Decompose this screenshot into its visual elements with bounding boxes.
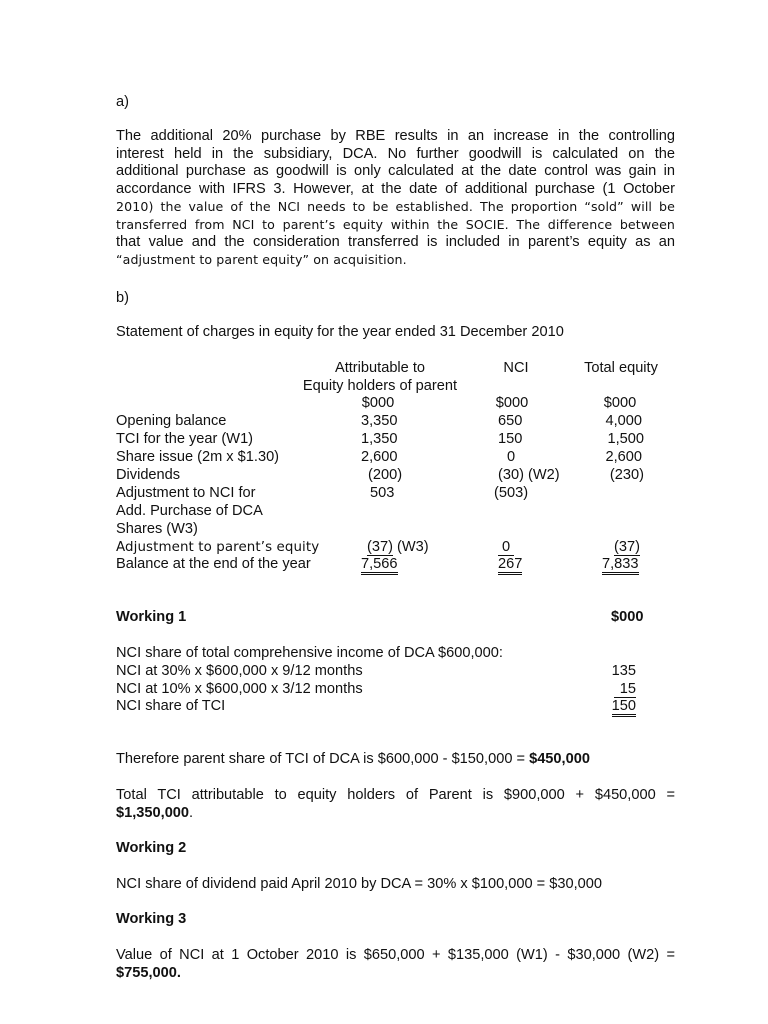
total-balance <box>602 556 639 573</box>
parent-share-sentence <box>116 751 590 768</box>
parent-value: 2,600 <box>361 449 398 465</box>
row-label: Adjustment to parent’s equity <box>116 540 320 555</box>
nci-balance <box>498 556 522 573</box>
col-header-parent-line1: Attributable to <box>334 360 426 376</box>
nci-value: 650 <box>498 413 523 429</box>
total-balance-value: 7,833 <box>602 556 639 575</box>
total-value: (230) <box>609 467 644 483</box>
parent-balance-value: 7,566 <box>361 556 398 575</box>
nci-value: (503) <box>494 485 529 501</box>
part-a-paragraph <box>116 128 675 269</box>
total-tci-suffix: . <box>189 804 194 821</box>
working2-text: NCI share of dividend paid April 2010 by DCA = 30% x $100,000 = $30,000 <box>116 876 602 892</box>
parent-value-adjustment <box>367 539 429 556</box>
row-label: Add. Purchase of DCA <box>116 503 263 519</box>
para-line: “adjustment to parent equity” on acquisition. <box>116 252 407 268</box>
para-line: additional purchase as goodwill is only calculated at the date control was gain in <box>116 163 675 180</box>
para-line: 2010) the value of the NCI needs to be established. The proportion “sold” will be <box>116 199 675 215</box>
working3-paragraph <box>116 947 675 982</box>
working1-line-value-wrap <box>590 681 636 698</box>
parent-share-text: Therefore parent share of TCI of DCA is $600,000 - $150,000 = <box>116 751 530 767</box>
nci-value: 0 <box>507 449 516 465</box>
parent-value: (200) <box>368 467 403 483</box>
nci-value: 150 <box>498 431 523 447</box>
row-label: Opening balance <box>116 413 227 429</box>
part-a-label: a) <box>116 94 129 110</box>
total-tci-value-line <box>116 805 675 823</box>
parent-balance <box>361 556 398 573</box>
total-value: 1,500 <box>607 431 644 447</box>
working2-heading: Working 2 <box>116 840 187 856</box>
parent-value: 503 <box>370 485 395 501</box>
working1-line-value: 15 <box>614 681 636 698</box>
row-label: Dividends <box>116 467 181 483</box>
parent-adj-note: (W3) <box>397 539 429 555</box>
working1-total-value: 150 <box>612 698 636 717</box>
working3-heading: Working 3 <box>116 911 187 927</box>
row-label: Adjustment to NCI for <box>116 485 256 501</box>
statement-title: Statement of charges in equity for the year ended 31 December 2010 <box>116 324 564 340</box>
col-header-nci: NCI <box>503 360 529 376</box>
nci-adj <box>498 539 514 556</box>
row-label: Share issue (2m x $1.30) <box>116 449 280 465</box>
working1-line-label: NCI at 30% x $600,000 x 9/12 months <box>116 663 363 679</box>
nci-balance-value: 267 <box>498 556 522 575</box>
col-header-parent-line2: Equity holders of parent <box>302 378 458 394</box>
parent-share-value: $450,000 <box>529 751 590 767</box>
total-adj-value: (37) <box>614 539 640 555</box>
working1-intro: NCI share of total comprehensive income of DCA $600,000: <box>116 645 503 661</box>
total-adj <box>614 539 640 556</box>
unit-total: $000 <box>603 395 637 411</box>
para-line: interest held in the subsidiary, DCA. No further goodwill is calculated on the <box>116 145 675 162</box>
col-header-total: Total equity <box>584 360 658 376</box>
total-tci-paragraph <box>116 787 675 822</box>
working3-value: $755,000. <box>116 964 181 981</box>
total-tci-line: Total TCI attributable to equity holders of Parent is $900,000 + $450,000 = <box>116 787 675 803</box>
working1-line-label: NCI share of TCI <box>116 698 226 714</box>
unit-parent: $000 <box>361 395 395 411</box>
working1-line-value: 135 <box>611 663 636 679</box>
para-line: accordance with IFRS 3. However, at the date of additional purchase (1 October <box>116 180 675 197</box>
nci-value: (30) (W2) <box>498 467 560 483</box>
total-value: 2,600 <box>605 449 642 465</box>
row-label: Balance at the end of the year <box>116 556 311 572</box>
total-tci-value: $1,350,000 <box>116 804 190 821</box>
working1-unit: $000 <box>611 609 644 625</box>
para-line: transferred from NCI to parent’s equity within the SOCIE. The difference between <box>116 216 675 232</box>
total-value: 4,000 <box>605 413 642 429</box>
unit-nci: $000 <box>495 395 529 411</box>
row-label: TCI for the year (W1) <box>116 431 254 447</box>
working1-heading: Working 1 <box>116 609 187 625</box>
working1-line-label: NCI at 10% x $600,000 x 3/12 months <box>116 681 363 697</box>
working1-total-wrap <box>590 698 636 715</box>
parent-value: 3,350 <box>361 413 398 429</box>
parent-adj-amount: (37) <box>367 539 393 555</box>
row-label: Shares (W3) <box>116 521 198 537</box>
nci-adj-value: 0 <box>498 539 514 556</box>
para-line: The additional 20% purchase by RBE results in an increase in the controlling <box>116 128 675 144</box>
working3-line: Value of NCI at 1 October 2010 is $650,000 + $135,000 (W1) - $30,000 (W2) = <box>116 947 675 963</box>
para-line: that value and the consideration transferred is included in parent’s equity as an <box>116 233 675 250</box>
parent-value: 1,350 <box>361 431 398 447</box>
part-b-label: b) <box>116 290 129 306</box>
